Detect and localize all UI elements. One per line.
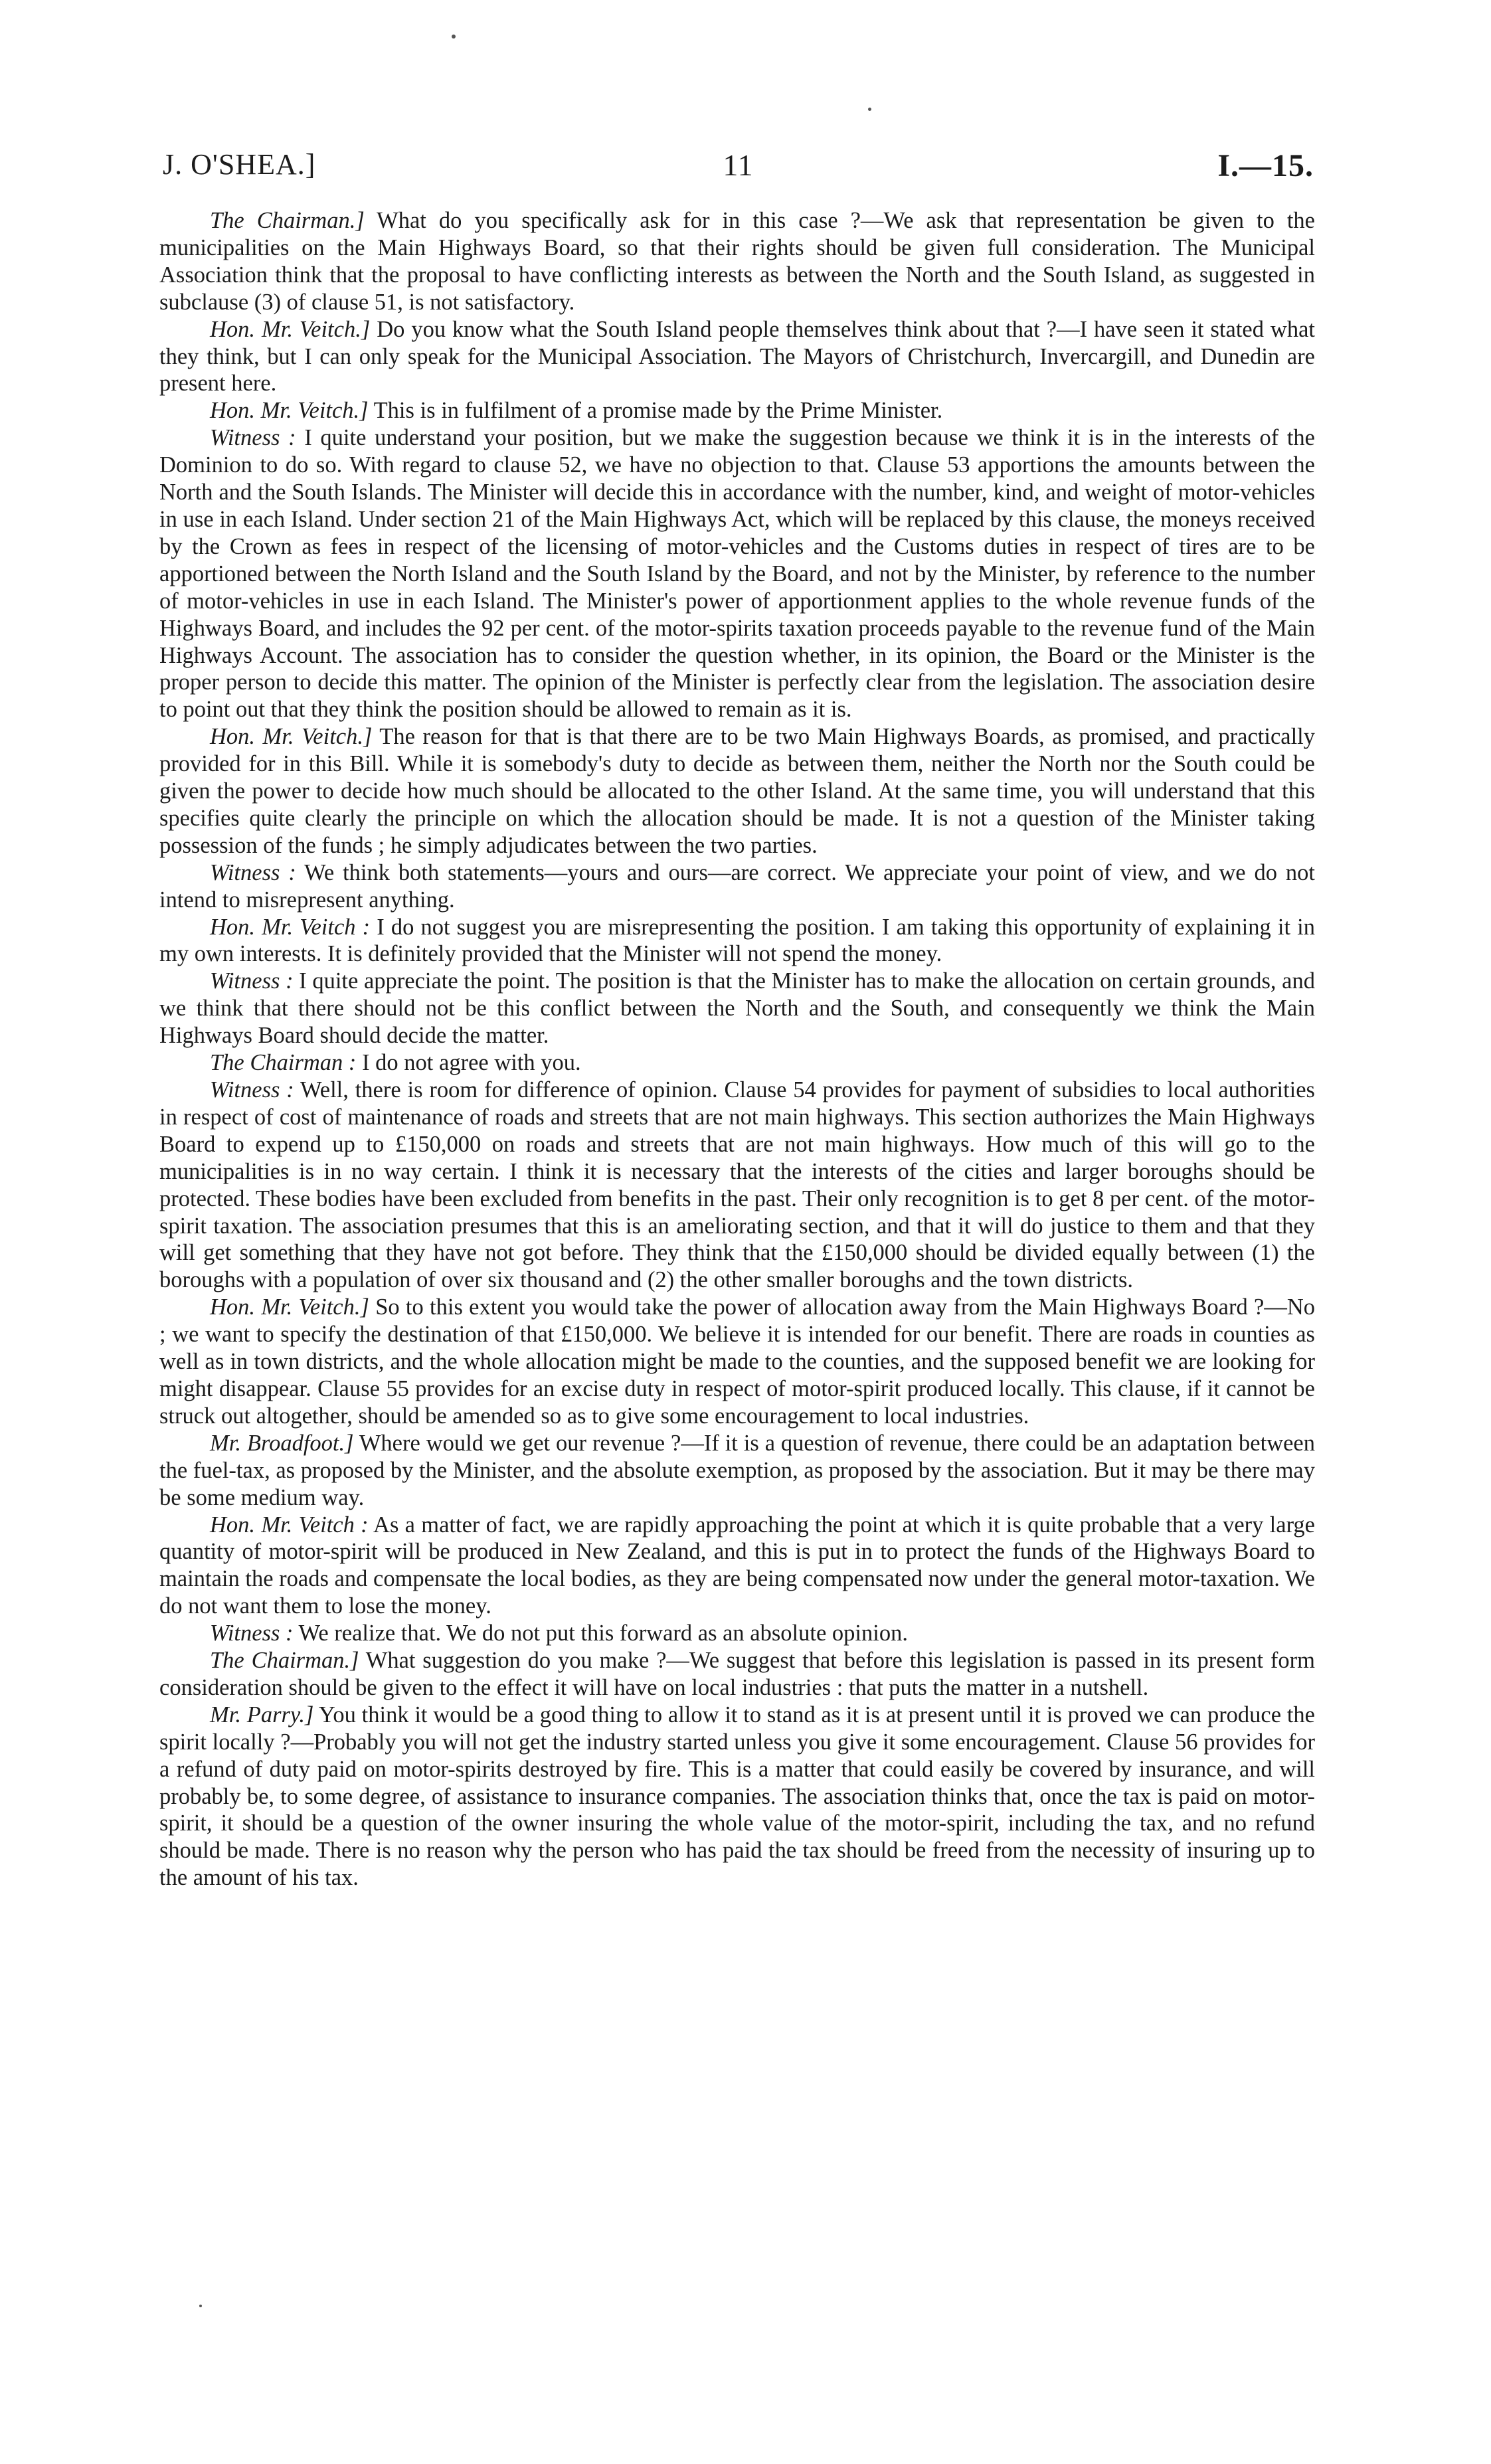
paragraph [159, 397, 1315, 424]
speaker: Hon. Mr. Veitch : [210, 1512, 369, 1538]
paragraph-text: Well, there is room for difference of opinion. Clause 54 provides for payment of subsidies to local authorities in respect of cost of maintenance of roads and streets that are not main highways. This section authorizes the Main Highways Board to expend up to £150,000 on roads and streets that are not main highways. How much of this will go to the municipalities is in no way certain. I think it is necessary that the interests of the cities and larger boroughs should be protected. These bodies have been excluded from benefits in the past. Their only recognition is to get 8 per cent. of the motor-spirit taxation. The association presumes that this is an ameliorating section, and that it will do justice to them and that they will get something that they have not got before. They think that the £150,000 should be divided equally between (1) the boroughs with a population of over six thousand and (2) the other smaller boroughs and the town districts. [159, 1077, 1315, 1293]
scan-speck [199, 2305, 202, 2307]
speaker: The Chairman.] [210, 1648, 359, 1674]
page-number: 11 [723, 148, 754, 182]
paragraph-text: As a matter of fact, we are rapidly approaching the point at which it is quite probable that a very large quantity of motor-spirit will be produced in New Zealand, and this is put in to protect the funds of the Highways Board to maintain the roads and compensate the local bodies, as they are being compensated now under the general motor-taxation. We do not want them to lose the money. [159, 1512, 1315, 1619]
document-code: I.—15. [1217, 148, 1314, 183]
paragraph-text: What do you specifically ask for in this case ?—We ask that representation be given to the municipalities on the Main Highways Board, so that their rights should be given full consideration. The Municipal Association think that the proposal to have conflicting interests as between the North and the South Island, as suggested in subclause (3) of clause 51, is not satisfactory. [159, 208, 1315, 315]
speaker: Mr. Parry.] [210, 1702, 314, 1727]
paragraph [159, 1512, 1315, 1621]
paragraph [159, 859, 1315, 914]
paragraph-text: So to this extent you would take the power of allocation away from the Main Highways Board ?—No ; we want to specify the destination of that £150,000. We believe it is intended for our benefit. There are roads in counties as well as in town districts, and the whole allocation might be made to the counties, and the supposed benefit we are looking for might disappear. Clause 55 provides for an excise duty in respect of motor-spirit produced locally. This clause, if it cannot be struck out altogether, should be amended so as to give some encouragement to local industries. [159, 1294, 1315, 1429]
paragraph [159, 914, 1315, 968]
scan-speck [452, 35, 456, 39]
paragraph [159, 968, 1315, 1049]
paragraph [159, 207, 1315, 316]
paragraph-text: We think both statements—yours and ours—are correct. We appreciate your point of view, and we do not intend to misrepresent anything. [159, 859, 1315, 913]
speaker: Witness : [210, 425, 296, 451]
speaker: Witness : [210, 968, 294, 994]
paragraph-text: The reason for that is that there are to be two Main Highways Boards, as promised, and practically provided for in this Bill. While it is somebody's duty to decide as between them, neither the North nor the South could be given the power to decide how much should be allocated to the other Island. At the same time, you will understand that this specifies quite clearly the principle on which the allocation should be made. It is not a question of the Minister taking possession of the funds ; he simply adjudicates between the two parties. [159, 724, 1316, 858]
paragraph [159, 316, 1315, 398]
paragraph-text: I quite appreciate the point. The position is that the Minister has to make the allocation on certain grounds, and we think that there should not be this conflict between the North and the South, and consequently we think the Main Highways Board should decide the matter. [159, 968, 1315, 1049]
speaker: Witness : [210, 859, 296, 885]
speaker: Hon. Mr. Veitch.] [210, 398, 369, 424]
paragraph-text: I do not suggest you are misrepresenting the position. I am taking this opportunity of explaining it in my own interests. It is definitely provided that the Minister will not spend the money. [159, 914, 1316, 967]
body-text [159, 207, 1315, 1892]
paragraph [159, 1049, 1315, 1077]
speaker: Hon. Mr. Veitch : [210, 914, 371, 940]
paragraph [159, 723, 1315, 859]
speaker: The Chairman : [210, 1050, 357, 1076]
paragraph [159, 424, 1315, 723]
paragraph-text: We realize that. We do not put this forward as an absolute opinion. [293, 1621, 908, 1646]
page-header [163, 147, 1314, 187]
paragraph [159, 1647, 1315, 1702]
paragraph [159, 1294, 1315, 1430]
paragraph-text: You think it would be a good thing to allow it to stand as it is at present until it is proved we can produce the spirit locally ?—Probably you will not get the industry started unless you give it some encouragement. Clause 56 provides for a refund of duty paid on motor-spirits destroyed by fire. This is a matter that could easily be covered by insurance, and will probably be, to some degree, of assistance to insurance companies. The association thinks that, once the tax is paid on motor-spirit, it should be a question of the owner insuring the whole value of the motor-spirit, including the tax, and no refund should be made. There is no reason why the person who has paid the tax should be freed from the necessity of insuring up to the amount of his tax. [159, 1702, 1315, 1891]
speaker: Hon. Mr. Veitch.] [210, 316, 371, 342]
paragraph [159, 1077, 1315, 1294]
header-witness-name: J. O'SHEA.] [163, 148, 316, 181]
speaker: Mr. Broadfoot.] [210, 1430, 354, 1456]
speaker: Hon. Mr. Veitch.] [210, 724, 373, 750]
paragraph-text: I quite understand your position, but we make the suggestion because we think it is in the interests of the Dominion to do so. With regard to clause 52, we have no objection to that. Clause 53 apportions the amounts between the North and the South Islands. The Minister will decide this in accordance with the number, kind, and weight of motor-vehicles in use in each Island. Under section 21 of the Main Highways Act, which will be replaced by this clause, the moneys received by the Crown as fees in respect of the licensing of motor-vehicles and the Customs duties in respect of tires are to be apportioned between the North Island and the South Island by the Board, and not by the Minister, by reference to the number of motor-vehicles in use in each Island. The Minister's power of apportionment applies to the whole revenue funds of the Highways Board, and includes the 92 per cent. of the motor-spirits taxation proceeds payable to the revenue fund of the Main Highways Account. The association has to consider the question whether, in its opinion, the Board or the Minister is the proper person to decide this matter. The opinion of the Minister is perfectly clear from the legislation. The association desire to point out that they think the position should be allowed to remain as it is. [159, 425, 1315, 723]
paragraph-text: Do you know what the South Island people themselves think about that ?—I have seen it stated what they think, but I can only speak for the Municipal Association. The Mayors of Christchurch, Invercargill, and Dunedin are present here. [159, 316, 1315, 396]
scan-speck [868, 108, 871, 111]
speaker: Witness : [210, 1621, 294, 1646]
paragraph [159, 1430, 1315, 1512]
paragraph-text: What suggestion do you make ?—We suggest that before this legislation is passed in its present form consideration should be given to the effect it will have on local industries : that puts the matter in a nutshell. [159, 1648, 1315, 1700]
paragraph [159, 1702, 1315, 1892]
paragraph [159, 1620, 1315, 1647]
speaker: Witness : [210, 1077, 294, 1102]
speaker: Hon. Mr. Veitch.] [210, 1294, 369, 1320]
paragraph-text: I do not agree with you. [356, 1050, 581, 1076]
paragraph-text: Where would we get our revenue ?—If it is a question of revenue, there could be an adaptation between the fuel-tax, as proposed by the Minister, and the absolute exemption, as proposed by the association. But it may be there may be some medium way. [159, 1430, 1315, 1510]
paragraph-text: This is in fulfilment of a promise made by the Prime Minister. [368, 398, 943, 424]
speaker: The Chairman.] [210, 208, 365, 233]
